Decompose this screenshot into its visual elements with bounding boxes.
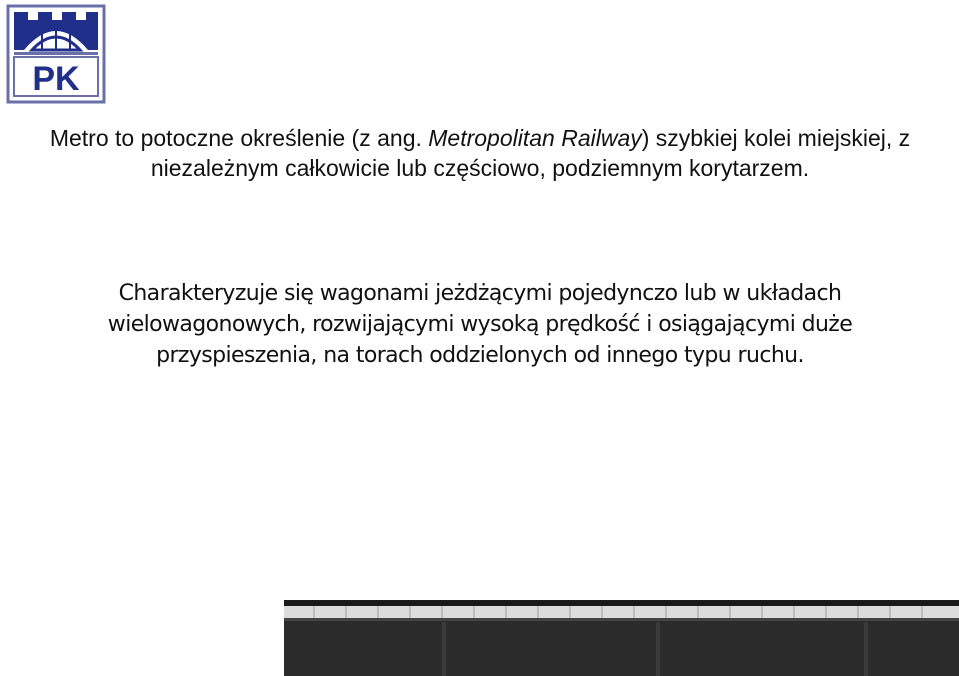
metro-train-image — [284, 600, 959, 676]
logo-letters: PK — [32, 60, 80, 98]
paragraph-definition-italic: Metropolitan Railway — [428, 125, 642, 151]
paragraph-definition-part1: Metro to potoczne określenie (z ang. — [49, 125, 429, 151]
pk-logo — [6, 4, 106, 104]
paragraph-characteristics: Charakteryzuje się wagonami jeżdżącymi pojedynczo lub w układach wielowagonowych, rozwijającymi wysoką prędkość i osiągającymi duże przyspieszenia, na torach oddzielonych od innego typu ruchu. — [107, 281, 853, 368]
paragraph-definition-part2: ) szybkiej kolei miejskiej, z niezależnym całkowicie lub częściowo, podziemnym korytarzem. — [150, 125, 911, 181]
paragraph-definition — [40, 123, 920, 183]
metro-train-graphic — [284, 600, 959, 676]
pk-logo-graphic — [6, 4, 106, 104]
